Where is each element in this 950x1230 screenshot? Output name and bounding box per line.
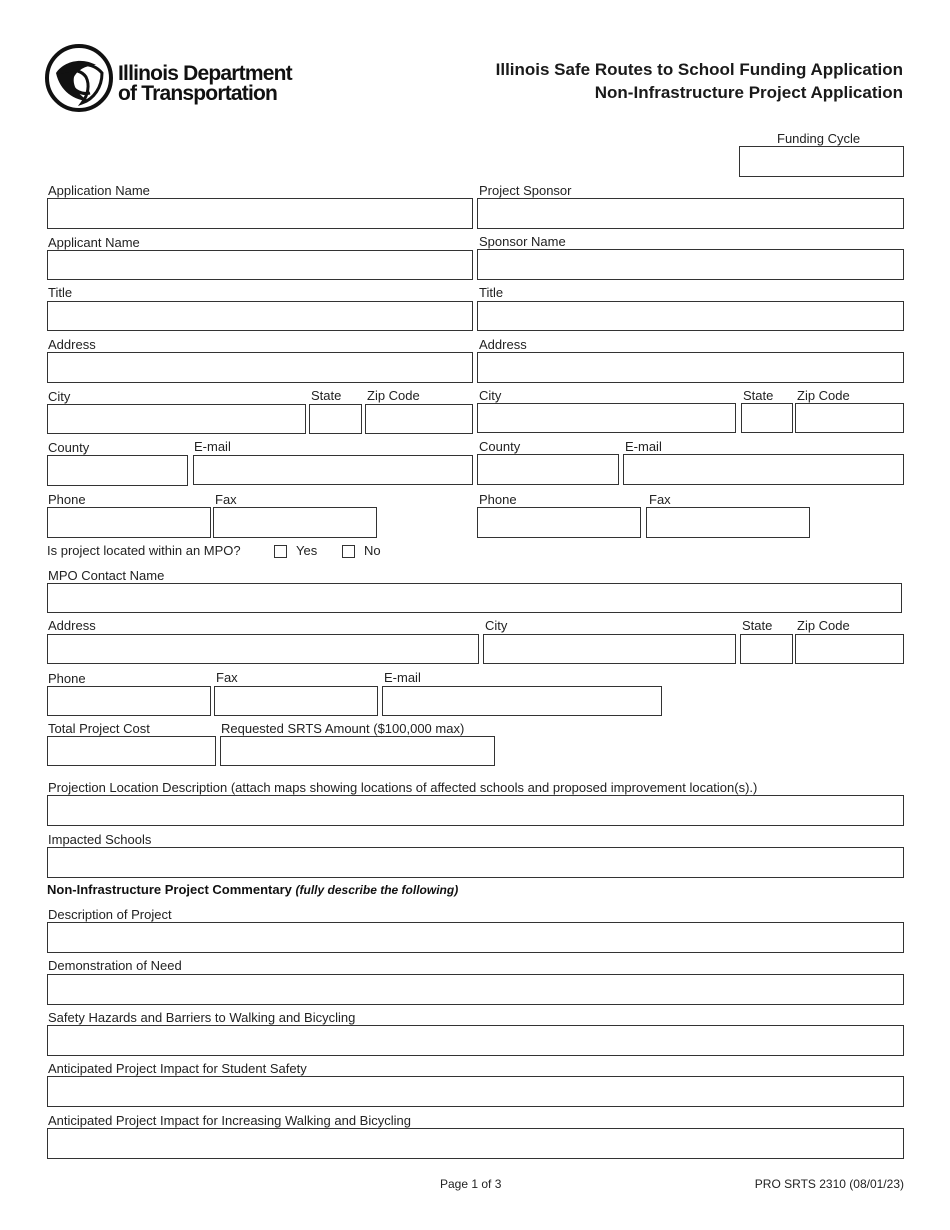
applicant-county-field[interactable] bbox=[47, 455, 188, 486]
mpo-email-field[interactable] bbox=[382, 686, 662, 716]
commentary-subheading: (fully describe the following) bbox=[295, 883, 459, 897]
mpo-contact-name-field[interactable] bbox=[47, 583, 902, 613]
mpo-phone-label: Phone bbox=[48, 671, 86, 686]
commentary-heading bbox=[47, 882, 458, 897]
applicant-email-field[interactable] bbox=[193, 455, 473, 485]
impacted-schools-label: Impacted Schools bbox=[48, 832, 152, 847]
idot-logo-icon bbox=[44, 43, 114, 113]
mpo-fax-label: Fax bbox=[216, 670, 238, 685]
applicant-zip-field[interactable] bbox=[365, 404, 473, 434]
sponsor-email-field[interactable] bbox=[623, 454, 904, 485]
mpo-state-label: State bbox=[742, 618, 773, 633]
sponsor-zip-label: Zip Code bbox=[797, 388, 850, 403]
sponsor-county-field[interactable] bbox=[477, 454, 619, 485]
applicant-address-label: Address bbox=[48, 337, 96, 352]
sponsor-address-label: Address bbox=[479, 337, 527, 352]
mpo-zip-field[interactable] bbox=[795, 634, 904, 664]
location-description-field[interactable] bbox=[47, 795, 904, 826]
funding-cycle-label: Funding Cycle bbox=[777, 131, 861, 146]
safety-hazards-label: Safety Hazards and Barriers to Walking and Bicycling bbox=[48, 1010, 356, 1025]
applicant-title-field[interactable] bbox=[47, 301, 473, 331]
sponsor-phone-field[interactable] bbox=[477, 507, 641, 538]
applicant-zip-label: Zip Code bbox=[367, 388, 420, 403]
demonstration-of-need-field[interactable] bbox=[47, 974, 904, 1005]
mpo-address-field[interactable] bbox=[47, 634, 479, 664]
applicant-city-field[interactable] bbox=[47, 404, 306, 434]
sponsor-email-label: E-mail bbox=[625, 439, 662, 454]
mpo-zip-label: Zip Code bbox=[797, 618, 850, 633]
form-id: PRO SRTS 2310 (08/01/23) bbox=[754, 1177, 904, 1191]
mpo-email-label: E-mail bbox=[384, 670, 421, 685]
sponsor-title-field[interactable] bbox=[477, 301, 904, 331]
funding-cycle-field[interactable] bbox=[739, 146, 904, 177]
mpo-address-label: Address bbox=[48, 618, 96, 633]
sponsor-address-field[interactable] bbox=[477, 352, 904, 383]
mpo-city-field[interactable] bbox=[483, 634, 736, 664]
impact-walking-field[interactable] bbox=[47, 1128, 904, 1159]
demonstration-of-need-label: Demonstration of Need bbox=[48, 958, 182, 973]
applicant-fax-field[interactable] bbox=[213, 507, 377, 538]
applicant-state-field[interactable] bbox=[309, 404, 362, 434]
applicant-title-label: Title bbox=[48, 285, 73, 300]
application-name-field[interactable] bbox=[47, 198, 473, 229]
applicant-phone-label: Phone bbox=[48, 492, 86, 507]
logo-line2: of Transportation bbox=[118, 82, 278, 105]
sponsor-phone-label: Phone bbox=[479, 492, 517, 507]
requested-amount-field[interactable] bbox=[220, 736, 495, 766]
applicant-address-field[interactable] bbox=[47, 352, 473, 383]
total-project-cost-label: Total Project Cost bbox=[48, 721, 150, 736]
project-sponsor-field[interactable] bbox=[477, 198, 904, 229]
mpo-no-checkbox[interactable] bbox=[342, 545, 355, 558]
page-number: Page 1 of 3 bbox=[440, 1177, 502, 1191]
sponsor-name-field[interactable] bbox=[477, 249, 904, 280]
total-project-cost-field[interactable] bbox=[47, 736, 216, 766]
mpo-state-field[interactable] bbox=[740, 634, 793, 664]
commentary-heading-text: Non-Infrastructure Project Commentary bbox=[47, 882, 292, 897]
applicant-fax-label: Fax bbox=[215, 492, 237, 507]
sponsor-city-field[interactable] bbox=[477, 403, 736, 433]
application-name-label: Application Name bbox=[48, 183, 150, 198]
mpo-question: Is project located within an MPO? bbox=[47, 543, 241, 558]
location-description-label: Projection Location Description (attach maps showing locations of affected schools and proposed improvement location(s).) bbox=[48, 780, 758, 795]
mpo-no-label: No bbox=[364, 543, 381, 558]
form-subtitle: Non-Infrastructure Project Application bbox=[594, 83, 903, 102]
mpo-yes-checkbox[interactable] bbox=[274, 545, 287, 558]
sponsor-county-label: County bbox=[479, 439, 521, 454]
sponsor-title-label: Title bbox=[479, 285, 504, 300]
form-title: Illinois Safe Routes to School Funding Application bbox=[495, 60, 903, 79]
impacted-schools-field[interactable] bbox=[47, 847, 904, 878]
sponsor-zip-field[interactable] bbox=[795, 403, 904, 433]
sponsor-state-label: State bbox=[743, 388, 774, 403]
applicant-county-label: County bbox=[48, 440, 90, 455]
applicant-city-label: City bbox=[48, 389, 71, 404]
project-description-field[interactable] bbox=[47, 922, 904, 953]
applicant-name-label: Applicant Name bbox=[48, 235, 140, 250]
applicant-state-label: State bbox=[311, 388, 342, 403]
mpo-yes-label: Yes bbox=[296, 543, 318, 558]
sponsor-city-label: City bbox=[479, 388, 502, 403]
applicant-email-label: E-mail bbox=[194, 439, 231, 454]
mpo-phone-field[interactable] bbox=[47, 686, 211, 716]
sponsor-fax-label: Fax bbox=[649, 492, 671, 507]
sponsor-state-field[interactable] bbox=[741, 403, 793, 433]
impact-safety-label: Anticipated Project Impact for Student Safety bbox=[48, 1061, 307, 1076]
logo-line1: Illinois Department bbox=[118, 62, 292, 85]
sponsor-name-label: Sponsor Name bbox=[479, 234, 566, 249]
impact-safety-field[interactable] bbox=[47, 1076, 904, 1107]
requested-amount-label: Requested SRTS Amount ($100,000 max) bbox=[221, 721, 465, 736]
impact-walking-label: Anticipated Project Impact for Increasing Walking and Bicycling bbox=[48, 1113, 411, 1128]
mpo-fax-field[interactable] bbox=[214, 686, 378, 716]
applicant-name-field[interactable] bbox=[47, 250, 473, 280]
project-description-label: Description of Project bbox=[48, 907, 172, 922]
sponsor-fax-field[interactable] bbox=[646, 507, 810, 538]
safety-hazards-field[interactable] bbox=[47, 1025, 904, 1056]
applicant-phone-field[interactable] bbox=[47, 507, 211, 538]
mpo-city-label: City bbox=[485, 618, 508, 633]
project-sponsor-label: Project Sponsor bbox=[479, 183, 572, 198]
mpo-contact-name-label: MPO Contact Name bbox=[48, 568, 165, 583]
